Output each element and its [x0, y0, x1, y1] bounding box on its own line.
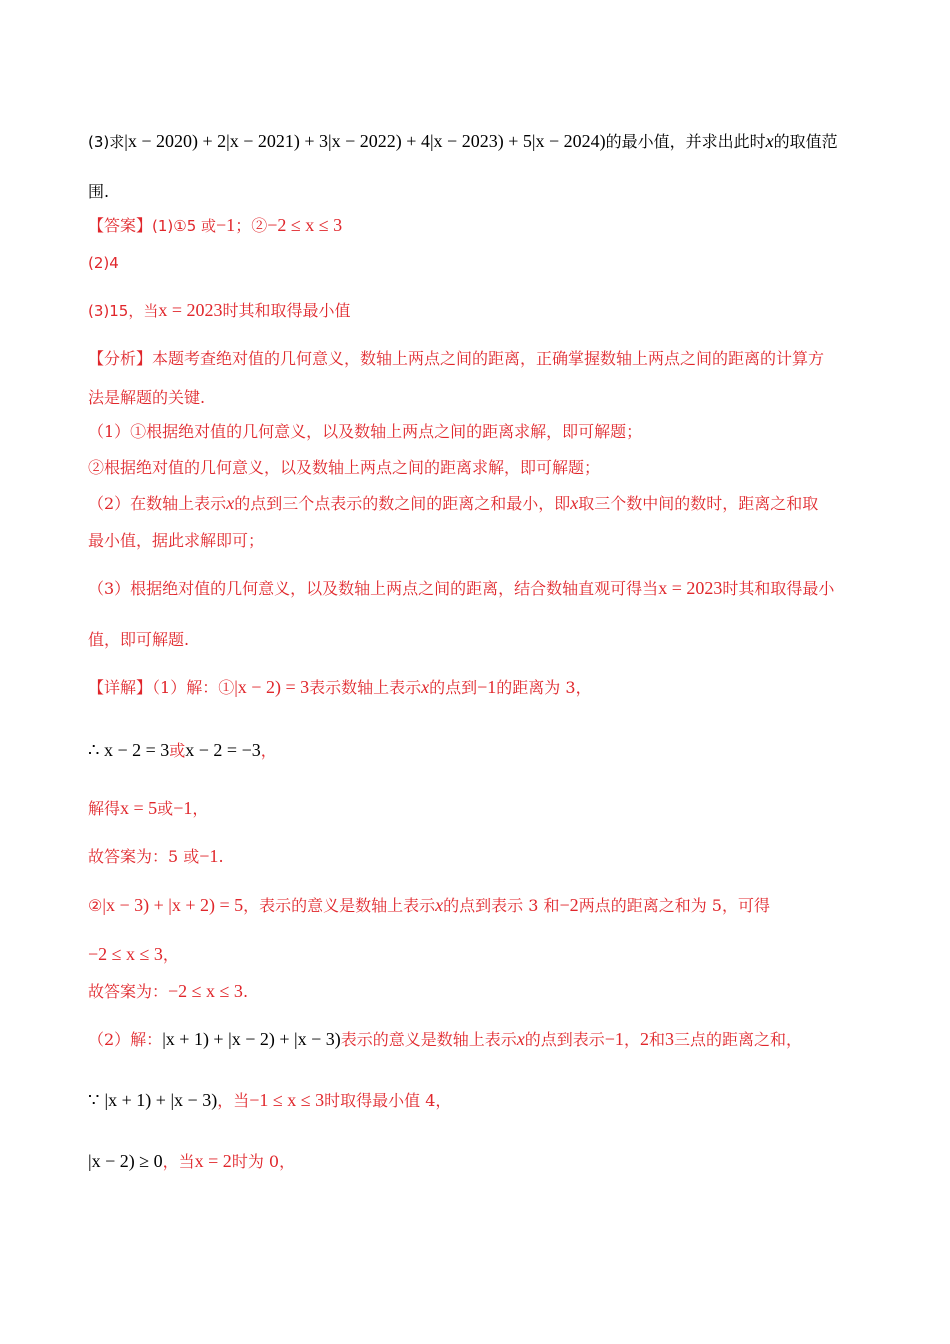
detail-line-4	[88, 845, 224, 868]
detail-line-5	[88, 894, 770, 917]
detail-d1-b: |x − 2) = 3	[234, 677, 310, 697]
detail-d8-h: 2	[639, 1029, 649, 1049]
detail-d4-b: −1	[199, 846, 219, 866]
detail-d2-b: 或	[169, 741, 186, 760]
detail-d10-b: ，当	[162, 1152, 195, 1171]
detail-d9-e: 时取得最小值 4，	[324, 1091, 452, 1110]
question-3-variable: x	[765, 131, 774, 151]
question-3-prefix: (3)求	[88, 133, 125, 151]
analysis-line-1	[88, 348, 824, 370]
detail-d1-e: 的点到	[429, 678, 478, 697]
detail-label: 【详解】	[88, 678, 153, 697]
detail-d9-because: ∵	[88, 1090, 100, 1110]
detail-d1-a: （1）解：①	[152, 678, 235, 697]
answer-line-3	[88, 299, 351, 322]
detail-d5-g: 两点的距离之和为 5，可得	[578, 896, 770, 915]
detail-d7-c: .	[242, 982, 249, 1001]
detail-d4-c: .	[218, 847, 224, 866]
detail-d10-a: |x − 2) ≥ 0	[88, 1151, 163, 1171]
analysis-label: 【分析】	[88, 349, 153, 368]
answer-part2: (2)4	[88, 254, 119, 272]
detail-d8-a: （2）解：	[88, 1030, 163, 1049]
detail-d8-f: −1	[604, 1029, 624, 1049]
answer-label: 【答案】	[88, 216, 153, 235]
detail-d7-a: 故答案为：	[88, 982, 169, 1001]
answer-part1-d: −2 ≤ x ≤ 3	[267, 215, 343, 235]
detail-d3-a: 解得	[88, 799, 121, 818]
question-3-line-2: 围.	[88, 182, 110, 201]
detail-d8-i: 和	[648, 1030, 665, 1049]
detail-d8-k: 三点的距离之和，	[673, 1030, 802, 1049]
analysis-l5-var-2: x	[570, 493, 579, 513]
answer-part1-b: −1	[216, 215, 236, 235]
analysis-line-8: 值，即可解题.	[88, 630, 190, 649]
detail-d6-b: ，	[162, 945, 179, 964]
analysis-l7-c: 时其和取得最小	[722, 579, 835, 598]
answer-part1-c: ；②	[235, 216, 268, 235]
detail-d1-c: 表示数轴上表示	[309, 678, 422, 697]
detail-line-1	[88, 676, 592, 699]
detail-d5-b: |x − 3) + |x + 2) = 5	[102, 895, 244, 915]
detail-d10-d: 时为 0，	[231, 1152, 296, 1171]
detail-d8-var: x	[516, 1029, 525, 1049]
detail-d7-b: −2 ≤ x ≤ 3	[168, 981, 243, 1001]
answer-part3-b: x = 2023	[158, 300, 223, 320]
detail-d3-b: x = 5	[120, 798, 158, 818]
detail-d4-a: 故答案为：5 或	[88, 847, 200, 866]
detail-d5-var: x	[435, 895, 444, 915]
analysis-line-7	[88, 577, 834, 600]
detail-d9-d: −1 ≤ x ≤ 3	[249, 1090, 325, 1110]
detail-d1-f: −1	[477, 677, 497, 697]
detail-line-6	[88, 943, 179, 966]
detail-d1-g: 的距离为 3，	[496, 678, 592, 697]
question-3-line-1	[88, 130, 838, 153]
analysis-l5-a: （2）在数轴上表示	[88, 494, 227, 513]
detail-d2-c: x − 2 = −3	[185, 740, 261, 760]
detail-d5-a: ②	[88, 896, 103, 915]
detail-line-2	[88, 739, 277, 762]
question-3-end: 的取值范	[773, 132, 838, 151]
detail-line-3	[88, 797, 208, 820]
detail-line-8	[88, 1028, 802, 1051]
detail-d3-d: −1	[173, 798, 193, 818]
detail-d1-var: x	[421, 677, 430, 697]
answer-part3-a: (3)15，当	[88, 302, 159, 320]
answer-part3-c: 时其和取得最小值	[222, 301, 351, 320]
analysis-line-2: 法是解题的关键.	[88, 388, 206, 407]
detail-line-10	[88, 1150, 295, 1173]
analysis-line-6: 最小值，据此求解即可；	[88, 531, 265, 550]
detail-d10-c: x = 2	[194, 1151, 232, 1171]
detail-d5-e: 的点到表示 3 和	[443, 896, 560, 915]
detail-d8-g: ，	[623, 1030, 640, 1049]
question-3-suffix: 的最小值，并求出此时	[605, 132, 766, 151]
answer-line-1	[88, 214, 342, 237]
detail-d8-b: |x + 1) + |x − 2) + |x − 3)	[162, 1029, 341, 1049]
analysis-l7-b: x = 2023	[658, 578, 723, 598]
detail-d5-f: −2	[559, 895, 579, 915]
detail-line-7	[88, 980, 248, 1003]
detail-d2-d: ，	[260, 741, 277, 760]
analysis-line-3: （1）①根据绝对值的几何意义，以及数轴上两点之间的距离求解，即可解题；	[88, 422, 643, 441]
analysis-line-4: ②根据绝对值的几何意义，以及数轴上两点之间的距离求解，即可解题；	[88, 458, 601, 477]
detail-d2-a: ∴ x − 2 = 3	[88, 740, 170, 760]
detail-d6-a: −2 ≤ x ≤ 3	[88, 944, 163, 964]
detail-d9-b: |x + 1) + |x − 3)	[104, 1090, 218, 1110]
detail-d8-c: 表示的意义是数轴上表示	[340, 1030, 517, 1049]
detail-d9-c: ，当	[217, 1091, 250, 1110]
analysis-l7-a: （3）根据绝对值的几何意义，以及数轴上两点之间的距离，结合数轴直观可得当	[88, 579, 659, 598]
detail-d3-c: 或	[157, 799, 174, 818]
detail-line-9	[88, 1089, 451, 1112]
analysis-l5-c: 的点到三个点表示的数之间的距离之和最小，即	[234, 494, 571, 513]
question-3-expression: |x − 2020) + 2|x − 2021) + 3|x − 2022) + 4|x − 2023) + 5|x − 2024)	[124, 131, 606, 151]
analysis-text-1: 本题考查绝对值的几何意义，数轴上两点之间的距离，正确掌握数轴上两点之间的距离的计算方	[152, 349, 825, 368]
detail-d8-j: 3	[664, 1029, 674, 1049]
analysis-l5-var-1: x	[226, 493, 235, 513]
analysis-line-5	[88, 492, 818, 515]
detail-d5-c: ，表示的意义是数轴上表示	[243, 896, 436, 915]
detail-d8-e: 的点到表示	[524, 1030, 605, 1049]
detail-d3-e: ，	[192, 799, 209, 818]
analysis-l5-e: 取三个数中间的数时，距离之和取	[578, 494, 819, 513]
answer-part1-a: (1)①5 或	[152, 217, 217, 235]
